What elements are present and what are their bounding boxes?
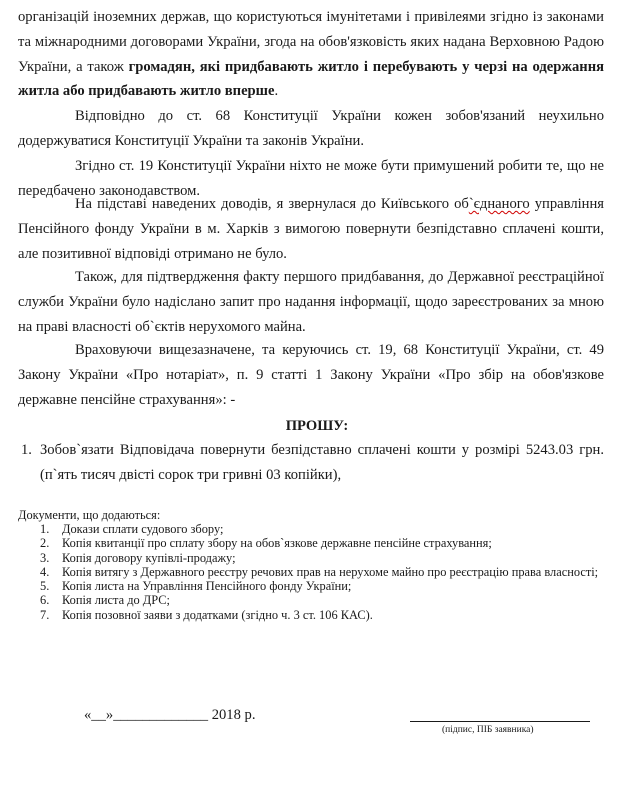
request-item xyxy=(18,438,604,488)
paragraph-text: управління Пенсійного фонду України в м. Харків з вимогою повернути безпідставно сплачені кошти, але позитивної відповіді отримано не було. xyxy=(18,196,604,262)
signature-caption: (підпис, ПІБ заявника) xyxy=(442,725,534,735)
attachments-list xyxy=(18,522,608,622)
attachment-number: 3. xyxy=(40,550,50,565)
attachment-text: Копія квитанції про сплату збору на обов`язкове державне пенсійне страхування; xyxy=(62,536,492,551)
attachment-item xyxy=(18,551,608,565)
paragraph-text: На підставі наведених доводів, я звернулася до Київського об xyxy=(75,196,469,212)
attachments-title: Документи, що додаються: xyxy=(18,508,161,522)
attachment-text: Копія листа до ДРС; xyxy=(62,593,170,608)
attachment-number: 7. xyxy=(40,607,50,622)
attachment-text: Копія листа на Управління Пенсійного фонду України; xyxy=(62,579,352,594)
signature-line xyxy=(410,721,590,722)
paragraph-text: організацій іноземних держав, що користуються імунітетами і привілеями згідно із законами та міжнародними договорами України, згода на обов'язковість яких надана Верховною Радою України, а також xyxy=(18,9,604,75)
bold-emphasis: громадян, які придбавають житло і перебувають у черзі на одержання житла або придбавають житло вперше xyxy=(18,58,604,100)
attachment-item xyxy=(18,608,608,622)
attachment-number: 1. xyxy=(40,522,50,536)
attachment-item xyxy=(18,593,608,607)
paragraph-appeal xyxy=(18,192,604,266)
spellcheck-word[interactable]: `єднаного xyxy=(468,196,530,212)
paragraph-registry-request: Також, для підтвердження факту першого придбавання, до Державної реєстраційної служби України було надіслано запит про надання інформації, щодо зареєстрованих за мною на праві власності об`єктів нерухомого майна. xyxy=(18,269,604,335)
paragraph-end: . xyxy=(274,83,279,100)
attachment-number: 5. xyxy=(40,579,50,594)
paragraph-legal-basis: Враховуючи вищезазначене, та керуючись ст. 19, 68 Конституції України, ст. 49 Закону України «Про нотаріат», п. 9 статті 1 Закону України «Про збір на обов'язкове державне пенсійне страхування»: - xyxy=(18,342,604,408)
paragraph-exemptions xyxy=(18,5,604,104)
request-number: 1. xyxy=(21,442,32,458)
attachment-text: Копія витягу з Державного реєстру речових прав на нерухоме майно про реєстрацію права власності; xyxy=(62,564,599,579)
attachment-text: Копія договору купівлі-продажу; xyxy=(62,550,236,565)
attachment-text: Докази сплати судового збору; xyxy=(62,522,224,536)
attachment-number: 4. xyxy=(40,564,50,579)
date-line: «__»_____________ 2018 р. xyxy=(84,707,256,723)
attachment-number: 6. xyxy=(40,593,50,608)
attachment-item xyxy=(18,522,608,536)
attachment-number: 2. xyxy=(40,536,50,551)
paragraph-constitution-19: Згідно ст. 19 Конституції України ніхто не може бути примушений робити те, що не передбачено законодавством. xyxy=(18,158,604,199)
attachment-item xyxy=(18,536,608,550)
paragraph-constitution-68: Відповідно до ст. 68 Конституції України кожен зобов'язаний неухильно додержуватися Конституції України та законів України. xyxy=(18,108,604,149)
attachment-text: Копія позовної заяви з додатками (згідно ч. 3 ст. 106 КАС). xyxy=(62,607,373,622)
attachment-item xyxy=(18,565,608,579)
attachment-item xyxy=(18,579,608,593)
request-text: Зобов`язати Відповідача повернути безпідставно сплачені кошти у розмірі 5243.03 грн. (п`ять тисяч двісті сорок три гривні 03 копійки), xyxy=(40,442,604,483)
request-heading: ПРОШУ: xyxy=(285,418,349,434)
